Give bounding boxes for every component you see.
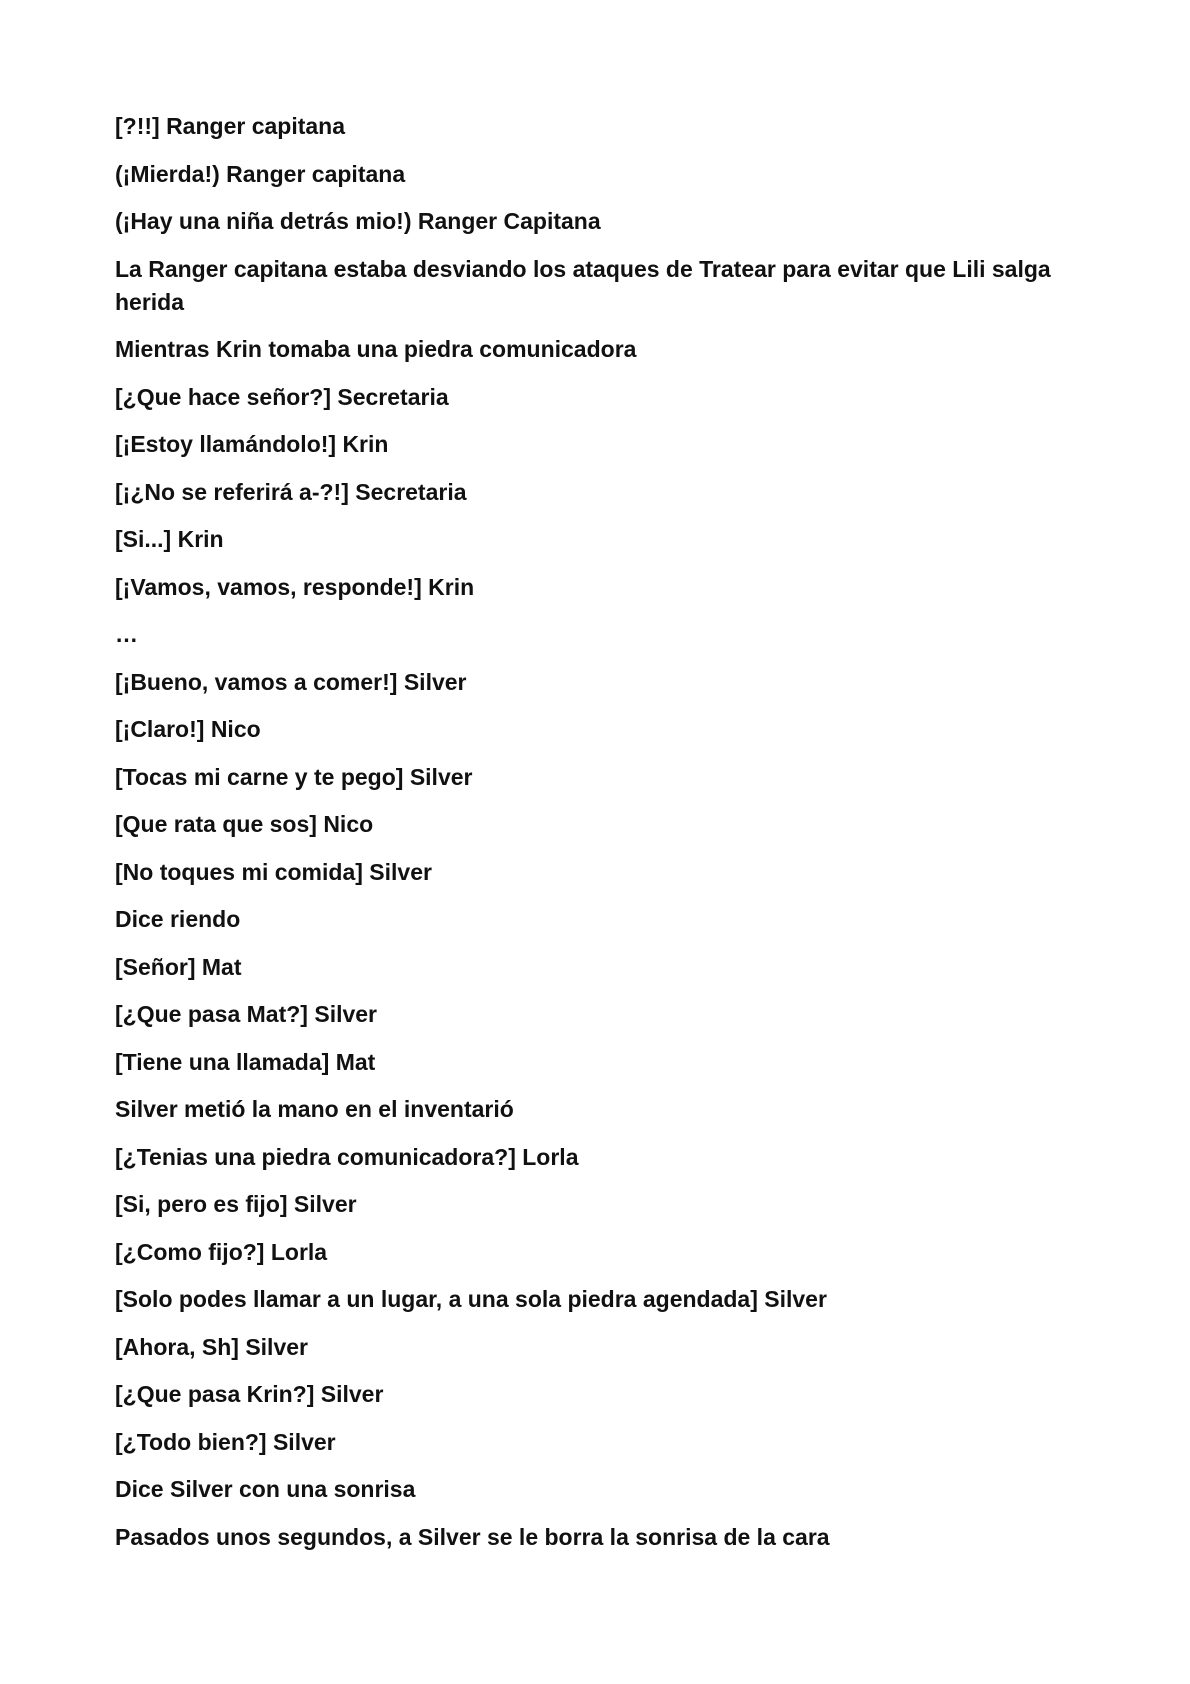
paragraph: [?!!] Ranger capitana — [115, 113, 346, 139]
paragraph: … — [115, 621, 138, 647]
paragraph: [Ahora, Sh] Silver — [115, 1333, 308, 1360]
paragraph: La Ranger capitana estaba desviando los ataques de Tratear para evitar que Lili salga herida — [115, 255, 1051, 315]
paragraph: [¿Como fijo?] Lorla — [115, 1238, 328, 1265]
paragraph: Dice riendo — [115, 906, 241, 932]
paragraph: [Solo podes llamar a un lugar, a una sola piedra agendada] Silver — [115, 1286, 827, 1312]
paragraph: (¡Mierda!) Ranger capitana — [115, 160, 406, 187]
paragraph: [¡Claro!] Nico — [115, 716, 261, 742]
document-body — [115, 110, 1075, 1568]
paragraph: [No toques mi comida] Silver — [115, 858, 432, 885]
paragraph: Mientras Krin tomaba una piedra comunicadora — [115, 336, 637, 362]
paragraph: [¿Todo bien?] Silver — [115, 1428, 336, 1455]
paragraph: [Tiene una llamada] Mat — [115, 1048, 376, 1075]
paragraph: [Señor] Mat — [115, 953, 242, 980]
paragraph: [Que rata que sos] Nico — [115, 811, 374, 837]
paragraph: Pasados unos segundos, a Silver se le borra la sonrisa de la cara — [115, 1523, 830, 1550]
paragraph: [¿Que pasa Krin?] Silver — [115, 1381, 384, 1407]
paragraph: [¡Estoy llamándolo!] Krin — [115, 431, 389, 457]
paragraph: [Tocas mi carne y te pego] Silver — [115, 763, 473, 790]
paragraph: [¿Que pasa Mat?] Silver — [115, 1001, 378, 1027]
paragraph: Silver metió la mano en el inventarió — [115, 1096, 514, 1122]
paragraph: [Si...] Krin — [115, 526, 224, 552]
paragraph: [¿Que hace señor?] Secretaria — [115, 383, 449, 410]
paragraph: [¡Vamos, vamos, responde!] Krin — [115, 573, 475, 600]
paragraph: [¿Tenias una piedra comunicadora?] Lorla — [115, 1143, 579, 1170]
paragraph: [¡Bueno, vamos a comer!] Silver — [115, 668, 467, 695]
paragraph: Dice Silver con una sonrisa — [115, 1476, 416, 1502]
paragraph: [Si, pero es fijo] Silver — [115, 1191, 357, 1217]
paragraph: (¡Hay una niña detrás mio!) Ranger Capitana — [115, 208, 601, 234]
paragraph: [¡¿No se referirá a-?!] Secretaria — [115, 478, 467, 505]
